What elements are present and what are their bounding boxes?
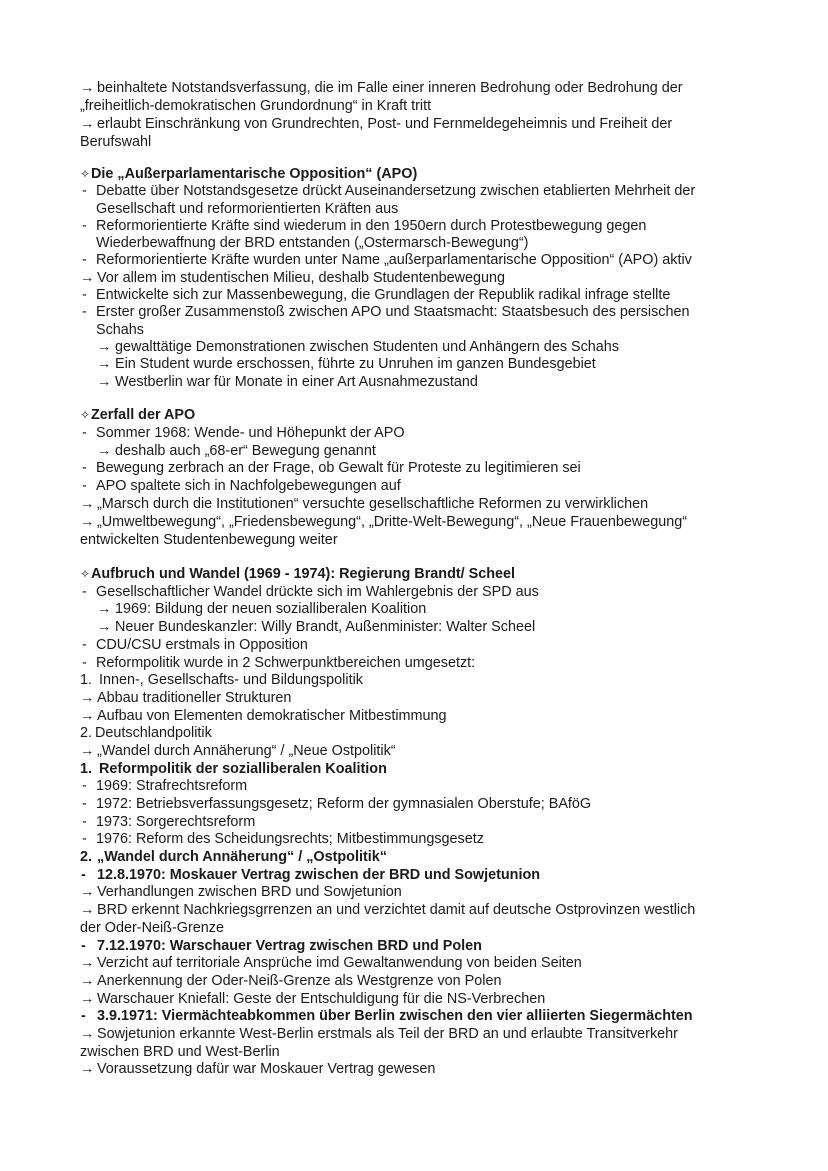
numbered-item	[80, 672, 810, 690]
line-text: Abbau traditioneller Strukturen	[97, 689, 292, 706]
star-icon: ✧	[80, 167, 91, 181]
dash-marker: -	[82, 796, 87, 813]
arrow-line	[80, 79, 810, 97]
arrow-marker: →	[80, 513, 95, 530]
arrow-marker: →	[80, 742, 95, 759]
continuation-line	[80, 97, 810, 115]
line-text: APO spaltete sich in Nachfolgebewegungen auf	[96, 478, 401, 495]
line-text: BRD erkennt Nachkriegsgrrenzen an und verzichtet damit auf deutsche Ostprovinzen westlich	[97, 902, 696, 919]
dash-marker: -	[82, 813, 87, 830]
arrow-line	[80, 115, 810, 133]
line-text: Berufswahl	[80, 134, 152, 150]
line-text: Erster großer Zusammenstoß zwischen APO und Staatsmacht: Staatsbesuch des persischen	[96, 304, 690, 321]
arrow-marker: →	[80, 1061, 95, 1078]
arrow-marker: →	[97, 619, 112, 636]
sub-arrow-line	[80, 601, 810, 619]
line-text: 1976: Reform des Scheidungsrechts; Mitbestimmungsgesetz	[96, 831, 484, 848]
line-text: Reformpolitik wurde in 2 Schwerpunktbereichen umgesetzt:	[96, 654, 476, 671]
number-marker: 1.	[80, 672, 93, 689]
line-text: Sowjetunion erkannte West-Berlin erstmals als Teil der BRD an und erlaubte Transitverkehr	[97, 1025, 678, 1042]
line-text: „Marsch durch die Institutionen“ versuchte gesellschaftliche Reformen zu verwirklichen	[97, 496, 649, 513]
number-marker: 2.	[80, 849, 93, 866]
dash-marker: -	[81, 1008, 86, 1025]
dash-marker: -	[82, 583, 87, 600]
line-text: 1972: Betriebsverfassungsgesetz; Reform der gymnasialen Oberstufe; BAföG	[96, 796, 592, 813]
star-icon: ✧	[80, 567, 91, 582]
line-text: gewalttätige Demonstrationen zwischen Studenten und Anhängern des Schahs	[115, 338, 620, 355]
line-text: entwickelten Studentenbewegung weiter	[80, 531, 338, 548]
section-zerfall	[80, 407, 810, 550]
line-text: Entwickelte sich zur Massenbewegung, die Grundlagen der Republik radikal infrage stellte	[96, 287, 671, 304]
arrow-line	[80, 270, 810, 287]
line-text: Wiederbewaffnung der BRD entstanden („Ostermarsch-Bewegung“)	[96, 235, 529, 252]
dash-marker: -	[82, 424, 87, 441]
dash-item	[80, 814, 810, 832]
arrow-marker: →	[80, 972, 95, 989]
line-text: Reformpolitik der sozialliberalen Koalition	[99, 760, 387, 777]
dash-marker: -	[81, 937, 86, 954]
line-text: der Oder-Neiß-Grenze	[80, 919, 224, 936]
continuation-line	[80, 201, 810, 218]
arrow-marker: →	[80, 990, 95, 1007]
line-text: zwischen BRD und West-Berlin	[80, 1043, 280, 1060]
continuation-line	[80, 322, 810, 339]
continuation-line	[80, 920, 810, 938]
numbered-item	[80, 725, 810, 743]
line-text: Verzicht auf territoriale Ansprüche imd Gewaltanwendung von beiden Seiten	[97, 955, 582, 972]
dash-marker: -	[82, 831, 87, 848]
line-text: Schahs	[96, 321, 144, 338]
line-text: 1973: Sorgerechtsreform	[96, 813, 256, 830]
bold-dash-item	[80, 1008, 810, 1026]
line-text: Neuer Bundeskanzler: Willy Brandt, Außenminister: Walter Scheel	[115, 619, 536, 636]
intro-block	[80, 79, 810, 151]
line-text: Bewegung zerbrach an der Frage, ob Gewalt für Proteste zu legitimieren sei	[96, 460, 581, 477]
arrow-marker: →	[97, 601, 112, 618]
bold-dash-item	[80, 938, 810, 956]
arrow-marker: →	[97, 338, 112, 355]
arrow-line	[80, 1061, 810, 1079]
section-heading	[80, 407, 810, 425]
line-text: „Wandel durch Annäherung“ / „Neue Ostpolitik“	[97, 742, 396, 759]
arrow-marker: →	[80, 955, 95, 972]
arrow-marker: →	[80, 689, 95, 706]
arrow-marker: →	[97, 356, 112, 373]
arrow-marker: →	[97, 442, 112, 459]
arrow-marker: →	[80, 269, 95, 286]
dash-marker: -	[81, 866, 86, 883]
dash-item	[80, 425, 810, 443]
sub-arrow-line	[80, 374, 810, 391]
line-text: Innen-, Gesellschafts- und Bildungspolitik	[99, 672, 363, 689]
dash-item	[80, 287, 810, 304]
dash-item	[80, 637, 810, 655]
sub-arrow-line	[80, 443, 810, 461]
continuation-line	[80, 235, 810, 252]
line-text: Warschauer Kniefall: Geste der Entschuldigung für die NS-Verbrechen	[97, 990, 546, 1007]
arrow-marker: →	[80, 902, 95, 919]
continuation-line	[80, 133, 810, 151]
section-heading	[80, 566, 810, 584]
sub-arrow-line	[80, 619, 810, 637]
dash-marker: -	[82, 217, 87, 234]
star-icon: ✧	[80, 407, 91, 422]
arrow-marker: →	[80, 80, 95, 96]
line-text: „freiheitlich-demokratischen Grundordnung“ in Kraft tritt	[80, 98, 432, 114]
dash-marker: -	[82, 183, 87, 200]
arrow-marker: →	[80, 1025, 95, 1042]
dash-marker: -	[82, 252, 87, 269]
bold-dash-item	[80, 867, 810, 885]
dash-item	[80, 460, 810, 478]
dash-marker: -	[82, 287, 87, 304]
arrow-line	[80, 496, 810, 514]
line-text: beinhaltete Notstandsverfassung, die im Falle einer inneren Bedrohung oder Bedrohung der	[97, 80, 683, 96]
sub-arrow-line	[80, 339, 810, 356]
arrow-marker: →	[80, 496, 95, 513]
dash-item	[80, 304, 810, 321]
line-text: Aufbau von Elementen demokratischer Mitbestimmung	[97, 707, 447, 724]
section-apo	[80, 166, 810, 391]
number-marker: 1.	[80, 760, 93, 777]
line-text: 3.9.1971: Viermächteabkommen über Berlin zwischen den vier alliierten Siegermächten	[97, 1008, 693, 1025]
line-text: „Wandel durch Annäherung“ / „Ostpolitik“	[97, 849, 387, 866]
line-text: Deutschlandpolitik	[95, 725, 212, 742]
line-text: Debatte über Notstandsgesetze drückt Auseinandersetzung zwischen etablierten Mehrheit der	[96, 183, 696, 200]
arrow-line	[80, 743, 810, 761]
dash-marker: -	[82, 460, 87, 477]
dash-marker: -	[82, 654, 87, 671]
line-text: Verhandlungen zwischen BRD und Sowjetunion	[97, 884, 402, 901]
line-text: Sommer 1968: Wende- und Höhepunkt der APO	[96, 424, 405, 441]
arrow-marker: →	[80, 116, 95, 132]
line-text: 7.12.1970: Warschauer Vertrag zwischen BRD und Polen	[97, 937, 482, 954]
line-text: Anerkennung der Oder-Neiß-Grenze als Westgrenze von Polen	[97, 972, 502, 989]
line-text: deshalb auch „68-er“ Bewegung genannt	[115, 442, 376, 459]
section-heading	[80, 166, 810, 183]
numbered-subheading	[80, 849, 810, 867]
heading-text: Die „Außerparlamentarische Opposition“ (APO)	[91, 166, 418, 182]
arrow-line	[80, 973, 810, 991]
arrow-line	[80, 884, 810, 902]
line-text: erlaubt Einschränkung von Grundrechten, Post- und Fernmeldegeheimnis und Freiheit der	[97, 116, 673, 132]
arrow-line	[80, 708, 810, 726]
dash-marker: -	[82, 636, 87, 653]
dash-item	[80, 778, 810, 796]
dash-marker: -	[82, 304, 87, 321]
sub-arrow-line	[80, 356, 810, 373]
arrow-line	[80, 991, 810, 1009]
line-text: 12.8.1970: Moskauer Vertrag zwischen der BRD und Sowjetunion	[97, 866, 541, 883]
numbered-subheading	[80, 761, 810, 779]
dash-item	[80, 252, 810, 269]
line-text: 1969: Bildung der neuen sozialliberalen Koalition	[115, 601, 427, 618]
line-text: CDU/CSU erstmals in Opposition	[96, 636, 308, 653]
arrow-line	[80, 955, 810, 973]
continuation-line	[80, 532, 810, 550]
dash-marker: -	[82, 778, 87, 795]
section-aufbruch	[80, 566, 810, 1079]
line-text: Voraussetzung dafür war Moskauer Vertrag gewesen	[97, 1061, 436, 1078]
dash-item	[80, 796, 810, 814]
arrow-line	[80, 902, 810, 920]
arrow-marker: →	[97, 373, 112, 390]
dash-item	[80, 584, 810, 602]
dash-item	[80, 478, 810, 496]
line-text: „Umweltbewegung“, „Friedensbewegung“, „Dritte-Welt-Bewegung“, „Neue Frauenbewegung“	[97, 513, 688, 530]
dash-marker: -	[82, 478, 87, 495]
line-text: Reformorientierte Kräfte sind wiederum in den 1950ern durch Protestbewegung gegen	[96, 217, 647, 234]
line-text: Reformorientierte Kräfte wurden unter Name „außerparlamentarische Opposition“ (APO) aktiv	[96, 252, 692, 269]
heading-text: Zerfall der APO	[91, 406, 196, 423]
arrow-marker: →	[80, 884, 95, 901]
arrow-line	[80, 690, 810, 708]
line-text: Gesellschaft und reformorientierten Kräften aus	[96, 200, 399, 217]
dash-item	[80, 831, 810, 849]
arrow-marker: →	[80, 707, 95, 724]
line-text: Ein Student wurde erschossen, führte zu Unruhen im ganzen Bundesgebiet	[115, 356, 596, 373]
dash-item	[80, 218, 810, 235]
document-page	[80, 79, 810, 1079]
line-text: Westberlin war für Monate in einer Art Ausnahmezustand	[115, 373, 478, 390]
dash-item	[80, 183, 810, 200]
arrow-line	[80, 1026, 810, 1044]
number-marker: 2.	[80, 725, 93, 742]
arrow-line	[80, 514, 810, 532]
line-text: 1969: Strafrechtsreform	[96, 778, 248, 795]
continuation-line	[80, 1044, 810, 1062]
heading-text: Aufbruch und Wandel (1969 - 1974): Regierung Brandt/ Scheel	[91, 566, 516, 583]
line-text: Vor allem im studentischen Milieu, deshalb Studentenbewegung	[97, 269, 505, 286]
dash-item	[80, 655, 810, 673]
line-text: Gesellschaftlicher Wandel drückte sich im Wahlergebnis der SPD aus	[96, 583, 539, 600]
